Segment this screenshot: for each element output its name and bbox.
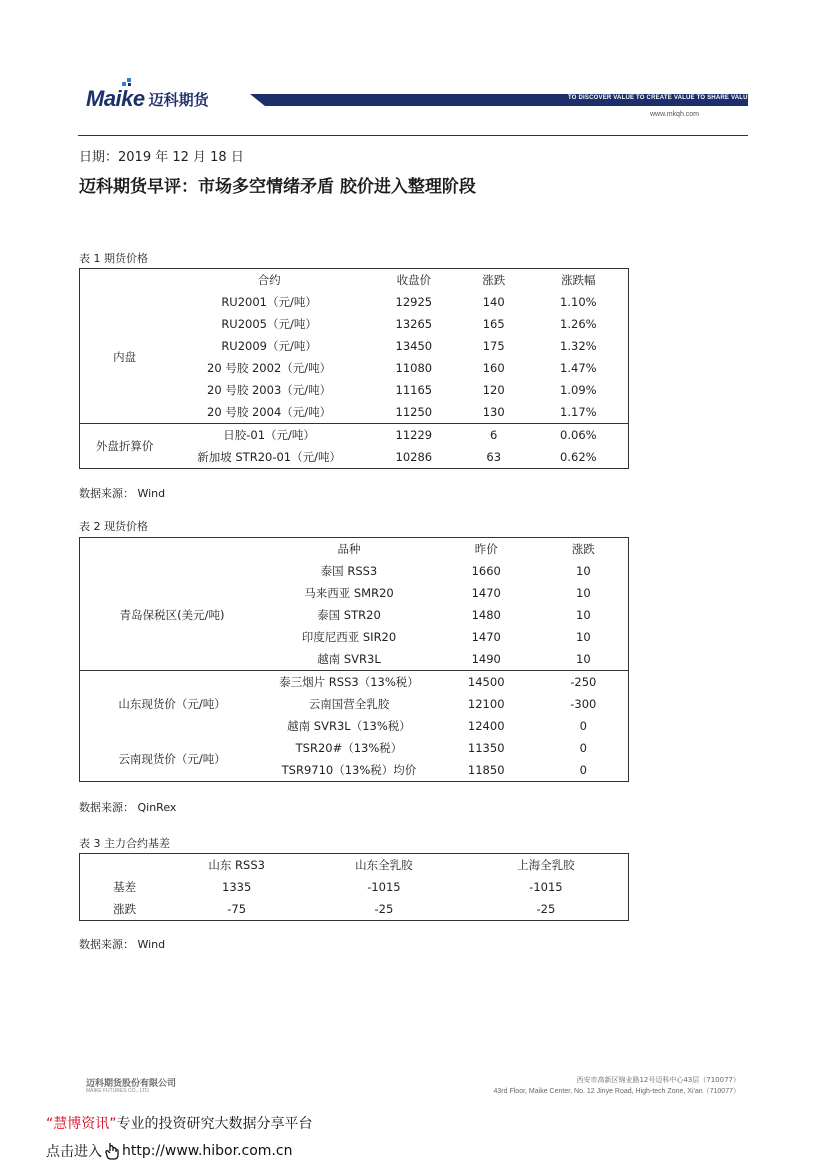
cell: 175 bbox=[482, 339, 505, 353]
col-header: 合约 bbox=[257, 273, 281, 287]
col-header: 品种 bbox=[337, 542, 361, 556]
cell: 10 bbox=[576, 608, 591, 622]
group-label: 青岛保税区(美元/吨) bbox=[119, 608, 225, 622]
table-row bbox=[80, 291, 629, 313]
company-logo bbox=[86, 82, 209, 112]
table-row bbox=[80, 898, 629, 921]
cell: 10 bbox=[576, 652, 591, 666]
futures-price-table bbox=[79, 268, 629, 469]
cell: 14500 bbox=[434, 671, 539, 694]
cell: 63 bbox=[486, 450, 502, 464]
cell: 1335 bbox=[222, 880, 252, 894]
header-website: www.mkqh.com bbox=[650, 111, 700, 118]
table-header-row bbox=[80, 854, 629, 877]
cell: 12100 bbox=[467, 697, 505, 711]
cell: 1.26% bbox=[560, 317, 597, 331]
cell: 11165 bbox=[395, 383, 433, 397]
cell: 130 bbox=[482, 405, 505, 419]
cell: 新加坡 STR20-01（元/吨） bbox=[197, 450, 341, 464]
footer-company-cn: 迈科期货股份有限公司 bbox=[86, 1079, 177, 1089]
cell: -300 bbox=[570, 697, 597, 711]
promo-tagline: 专业的投资研究大数据分享平台 bbox=[116, 1116, 313, 1132]
cell: -1015 bbox=[529, 880, 563, 894]
table-row bbox=[80, 424, 629, 447]
col-header: 涨跌幅 bbox=[561, 273, 596, 287]
col-header bbox=[80, 854, 170, 877]
cell: 140 bbox=[482, 295, 505, 309]
table3-source: 数据来源： Wind bbox=[79, 938, 166, 951]
cell: 1.32% bbox=[560, 339, 597, 353]
footer-address-cn: 西安市高新区锦业路12号迈科中心43层（710077） bbox=[576, 1076, 740, 1084]
cell: 12925 bbox=[395, 295, 433, 309]
cell: RU2001（元/吨） bbox=[221, 295, 317, 309]
cell: RU2009（元/吨） bbox=[221, 339, 317, 353]
logo-text-en: Maike bbox=[86, 86, 145, 111]
group-label: 山东现货价（元/吨） bbox=[80, 671, 265, 738]
group-label: 外盘折算价 bbox=[80, 424, 170, 469]
cell: 1.17% bbox=[560, 405, 597, 419]
cell: -25 bbox=[374, 902, 394, 916]
cell: 160 bbox=[482, 361, 505, 375]
cell: 0 bbox=[579, 741, 587, 755]
basis-table bbox=[79, 853, 629, 921]
col-header: 收盘价 bbox=[396, 273, 432, 287]
footer-address-en: 43rd Floor, Maike Center, No. 12 Jinye Road, High-tech Zone, Xi'an（710077） bbox=[493, 1088, 740, 1095]
cell: 10286 bbox=[395, 450, 433, 464]
logo-text-cn: 迈科期货 bbox=[148, 91, 209, 109]
cell: 1.09% bbox=[560, 383, 597, 397]
cell: 泰国 RSS3 bbox=[320, 564, 378, 578]
cell: 0 bbox=[579, 719, 587, 733]
col-header: 山东 RSS3 bbox=[208, 858, 265, 872]
cell: 1.10% bbox=[560, 295, 597, 309]
report-date: 日期：2019 年 12 月 18 日 bbox=[79, 150, 244, 165]
table-row bbox=[80, 671, 629, 694]
col-header: 昨价 bbox=[474, 542, 498, 556]
cell: 10 bbox=[576, 630, 591, 644]
cell: 11229 bbox=[369, 424, 459, 447]
cell: RU2005（元/吨） bbox=[221, 317, 317, 331]
cell: 日胶-01（元/吨） bbox=[169, 424, 369, 447]
promo-click-text: 点击进入 bbox=[46, 1144, 102, 1160]
cell: 165 bbox=[482, 317, 505, 331]
footer-company-en: MAIKE FUTURES CO., LTD. bbox=[86, 1088, 151, 1094]
cell: 泰国 STR20 bbox=[317, 608, 381, 622]
cell: 0.06% bbox=[529, 424, 629, 447]
cell: -250 bbox=[539, 671, 629, 694]
cell: -1015 bbox=[367, 880, 401, 894]
logo-mark-icon bbox=[122, 78, 134, 88]
cell: 1470 bbox=[471, 630, 501, 644]
row-label: 涨跌 bbox=[113, 902, 137, 916]
header-slogan: TO DISCOVER VALUE TO CREATE VALUE TO SHARE VALUE bbox=[568, 95, 752, 101]
cell: 0.62% bbox=[560, 450, 597, 464]
table2-caption: 表 2 现货价格 bbox=[79, 520, 148, 533]
cell: -75 bbox=[227, 902, 247, 916]
cell: 1660 bbox=[471, 564, 501, 578]
col-header: 上海全乳胶 bbox=[517, 858, 575, 872]
table-header-row bbox=[80, 269, 629, 292]
group-label: 内盘 bbox=[113, 350, 137, 364]
cell: 1470 bbox=[471, 586, 501, 600]
cell: 10 bbox=[576, 564, 591, 578]
cell: 120 bbox=[482, 383, 505, 397]
cell: 越南 SVR3L（13%税） bbox=[287, 719, 411, 733]
cell: TSR20#（13%税） bbox=[295, 741, 403, 755]
table-row bbox=[80, 876, 629, 898]
cell: 13450 bbox=[395, 339, 433, 353]
cell: 20 号胶 2003（元/吨） bbox=[207, 383, 332, 397]
promo-brand: “慧博资讯” bbox=[46, 1116, 117, 1132]
promo-banner bbox=[46, 1113, 313, 1133]
cell: 云南国营全乳胶 bbox=[308, 697, 390, 711]
row-label: 基差 bbox=[113, 880, 137, 894]
cell: 20 号胶 2004（元/吨） bbox=[207, 405, 332, 419]
cell: 1.47% bbox=[560, 361, 597, 375]
cell: 泰三烟片 RSS3（13%税） bbox=[264, 671, 434, 694]
cell: 20 号胶 2002（元/吨） bbox=[207, 361, 332, 375]
cell: 11350 bbox=[467, 741, 505, 755]
cell: 0 bbox=[579, 763, 587, 777]
table1-source: 数据来源： Wind bbox=[79, 487, 166, 500]
cell: 1480 bbox=[471, 608, 501, 622]
cell: 13265 bbox=[395, 317, 433, 331]
cell: 11080 bbox=[395, 361, 433, 375]
group-label: 云南现货价（元/吨） bbox=[118, 752, 226, 766]
header-divider bbox=[78, 135, 748, 136]
cell: 越南 SVR3L bbox=[317, 652, 381, 666]
cell: 印度尼西亚 SIR20 bbox=[301, 630, 397, 644]
cell: 马来西亚 SMR20 bbox=[304, 586, 394, 600]
cell: 12400 bbox=[467, 719, 505, 733]
table-row bbox=[80, 737, 629, 759]
table-row bbox=[80, 560, 629, 582]
cell: 11250 bbox=[395, 405, 433, 419]
col-header: 涨跌 bbox=[482, 273, 506, 287]
table3-caption: 表 3 主力合约基差 bbox=[79, 837, 170, 850]
promo-link-line[interactable] bbox=[46, 1141, 292, 1161]
table-header-row bbox=[80, 538, 629, 561]
cell: TSR9710（13%税）均价 bbox=[281, 763, 417, 777]
cell: 1490 bbox=[471, 652, 501, 666]
cell: -25 bbox=[536, 902, 556, 916]
spot-price-table bbox=[79, 537, 629, 782]
col-header: 涨跌 bbox=[571, 542, 595, 556]
table1-caption: 表 1 期货价格 bbox=[79, 252, 148, 265]
table2-source: 数据来源： QinRex bbox=[79, 801, 177, 814]
cell: 6 bbox=[459, 424, 529, 447]
report-title: 迈科期货早评：市场多空情绪矛盾 胶价进入整理阶段 bbox=[79, 177, 476, 197]
promo-url-link[interactable]: http://www.hibor.com.cn bbox=[122, 1143, 293, 1159]
cell: 11850 bbox=[467, 763, 505, 777]
pointer-hand-icon bbox=[104, 1142, 120, 1160]
cell: 10 bbox=[576, 586, 591, 600]
col-header: 山东全乳胶 bbox=[355, 858, 413, 872]
